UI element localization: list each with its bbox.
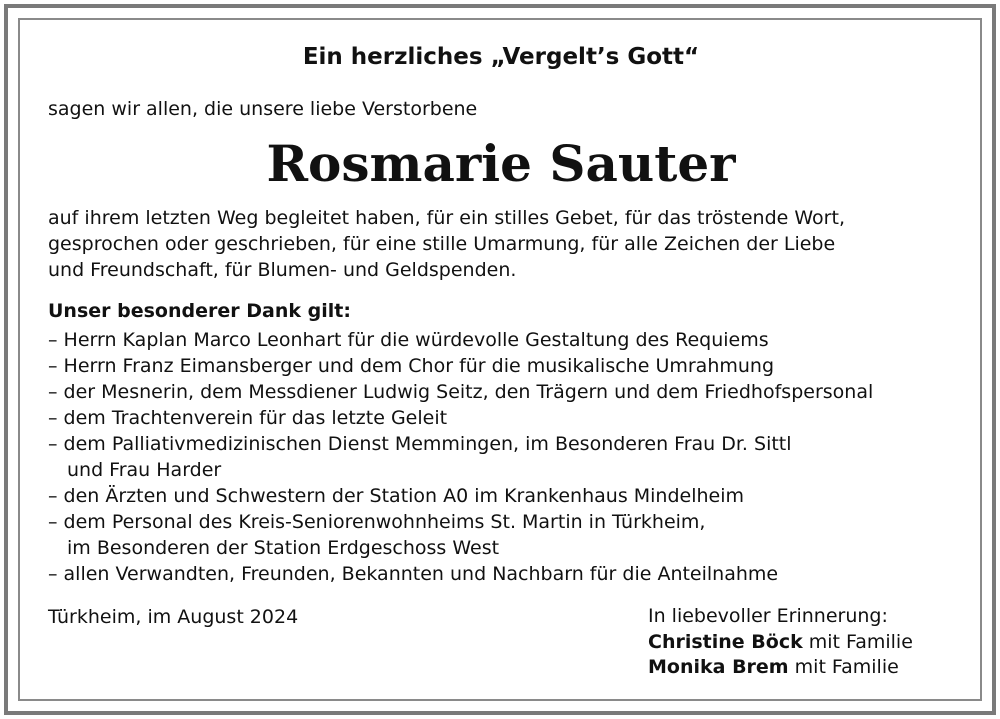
signer [648,655,899,680]
thanks-line-continuation: im Besonderen der Station Erdgeschoss West [67,537,500,559]
thanks-line: – der Mesnerin, dem Messdiener Ludwig Seitz, den Trägern und dem Friedhofspersonal [48,381,874,403]
thanks-line: – dem Personal des Kreis-Seniorenwohnheims St. Martin in Türkheim, [48,511,706,533]
thanks-line: – dem Palliativmedizinischen Dienst Memmingen, im Besonderen Frau Dr. Sittl [48,433,792,455]
paragraph-line: auf ihrem letzten Weg begleitet haben, für ein stilles Gebet, für das tröstende Wort, [48,207,845,229]
thanks-line: – Herrn Franz Eimansberger und dem Chor für die musikalische Umrahmung [48,355,775,377]
intro-text: sagen wir allen, die unsere liebe Verstorbene [48,98,478,120]
signer-suffix: mit Familie [808,631,913,653]
thanks-line: – dem Trachtenverein für das letzte Geleit [48,407,448,429]
signer-name: Monika Brem [648,656,789,678]
thanks-line-continuation: und Frau Harder [67,459,222,481]
place-date: Türkheim, im August 2024 [48,606,299,628]
thanks-heading: Unser besonderer Dank gilt: [48,300,351,322]
deceased-name: Rosmarie Sauter [266,134,736,193]
remembrance-label: In liebevoller Erinnerung: [648,605,888,627]
thanks-line: – allen Verwandten, Freunden, Bekannten und Nachbarn für die Anteilnahme [48,563,779,585]
signer-suffix: mit Familie [794,656,899,678]
signer-name: Christine Böck [648,631,803,653]
thanks-line: – Herrn Kaplan Marco Leonhart für die würdevolle Gestaltung des Requiems [48,329,769,351]
notice-heading: Ein herzliches „Vergelt’s Gott“ [302,44,700,70]
paragraph-line: und Freundschaft, für Blumen- und Geldspenden. [48,259,517,281]
signer [648,630,913,655]
thanks-line: – den Ärzten und Schwestern der Station A0 im Krankenhaus Mindelheim [48,485,745,507]
paragraph-line: gesprochen oder geschrieben, für eine stille Umarmung, für alle Zeichen der Liebe [48,233,836,255]
